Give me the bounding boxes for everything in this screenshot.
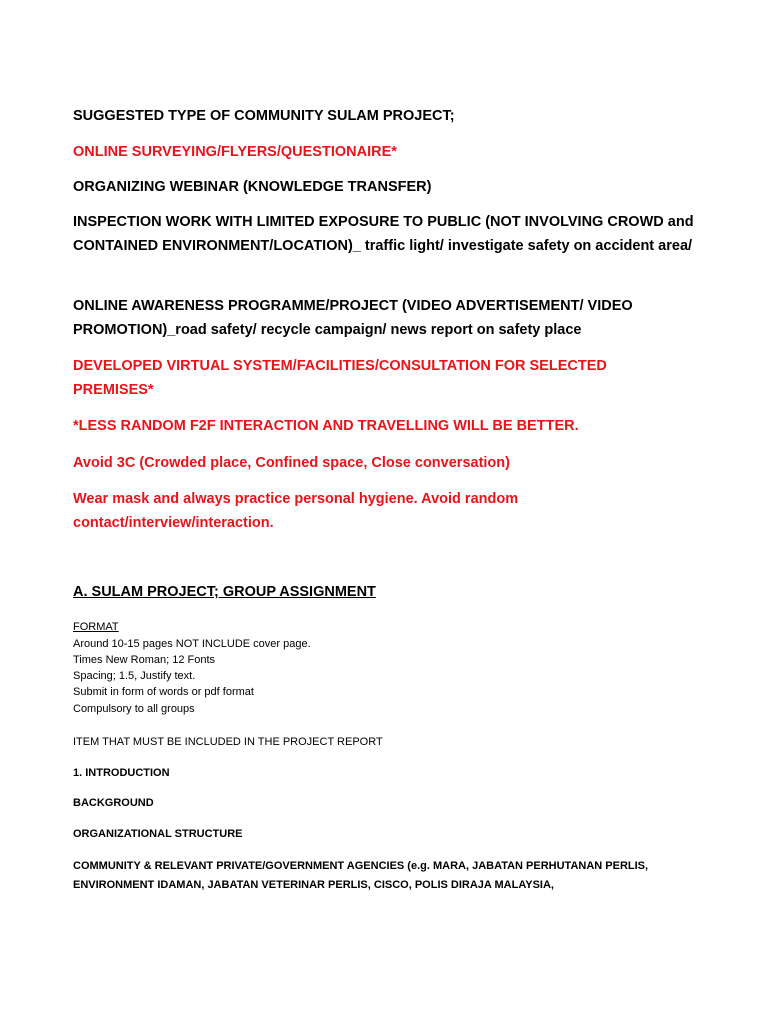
item-online-surveying: ONLINE SURVEYING/FLYERS/QUESTIONAIRE* xyxy=(73,144,397,160)
section-introduction: 1. INTRODUCTION xyxy=(73,767,170,779)
item-organizing-webinar: ORGANIZING WEBINAR (KNOWLEDGE TRANSFER) xyxy=(73,179,432,195)
note-less-random-interaction: *LESS RANDOM F2F INTERACTION AND TRAVELLING WILL BE BETTER. xyxy=(73,418,579,434)
format-line: Compulsory to all groups xyxy=(73,703,195,715)
format-line: Spacing; 1.5, Justify text. xyxy=(73,670,196,682)
section-a-title: A. SULAM PROJECT; GROUP ASSIGNMENT xyxy=(73,584,376,600)
format-title: FORMAT xyxy=(73,621,119,633)
item-online-awareness: ONLINE AWARENESS PROGRAMME/PROJECT (VIDEO ADVERTISEMENT/ VIDEO PROMOTION)_road safety/ recycle campaign/ news report on safety place xyxy=(73,298,633,338)
item-developed-virtual-system: DEVELOPED VIRTUAL SYSTEM/FACILITIES/CONSULTATION FOR SELECTED PREMISES* xyxy=(73,358,607,398)
section-background: BACKGROUND xyxy=(73,797,154,809)
note-wear-mask: Wear mask and always practice personal hygiene. Avoid random contact/interview/interaction. xyxy=(73,491,519,531)
note-avoid-3c: Avoid 3C (Crowded place, Confined space, Close conversation) xyxy=(73,455,510,471)
item-title: ITEM THAT MUST BE INCLUDED IN THE PROJECT REPORT xyxy=(73,736,383,748)
format-line: Submit in form of words or pdf format xyxy=(73,686,254,698)
format-line: Around 10-15 pages NOT INCLUDE cover page. xyxy=(73,638,311,650)
item-inspection-work: INSPECTION WORK WITH LIMITED EXPOSURE TO PUBLIC (NOT INVOLVING CROWD and CONTAINED ENVIRONMENT/LOCATION)_ traffic light/ investigate safety on accident area/ xyxy=(73,214,694,254)
heading-suggested-type: SUGGESTED TYPE OF COMMUNITY SULAM PROJECT; xyxy=(73,108,455,124)
format-line: Times New Roman; 12 Fonts xyxy=(73,654,216,666)
section-community-agencies: COMMUNITY & RELEVANT PRIVATE/GOVERNMENT AGENCIES (e.g. MARA, JABATAN PERHUTANAN PERLIS, ENVIRONMENT IDAMAN, JABATAN VETERINAR PERLIS, CISCO, POLIS DIRAJA MALAYSIA, xyxy=(73,860,649,891)
section-organizational-structure: ORGANIZATIONAL STRUCTURE xyxy=(73,828,243,840)
